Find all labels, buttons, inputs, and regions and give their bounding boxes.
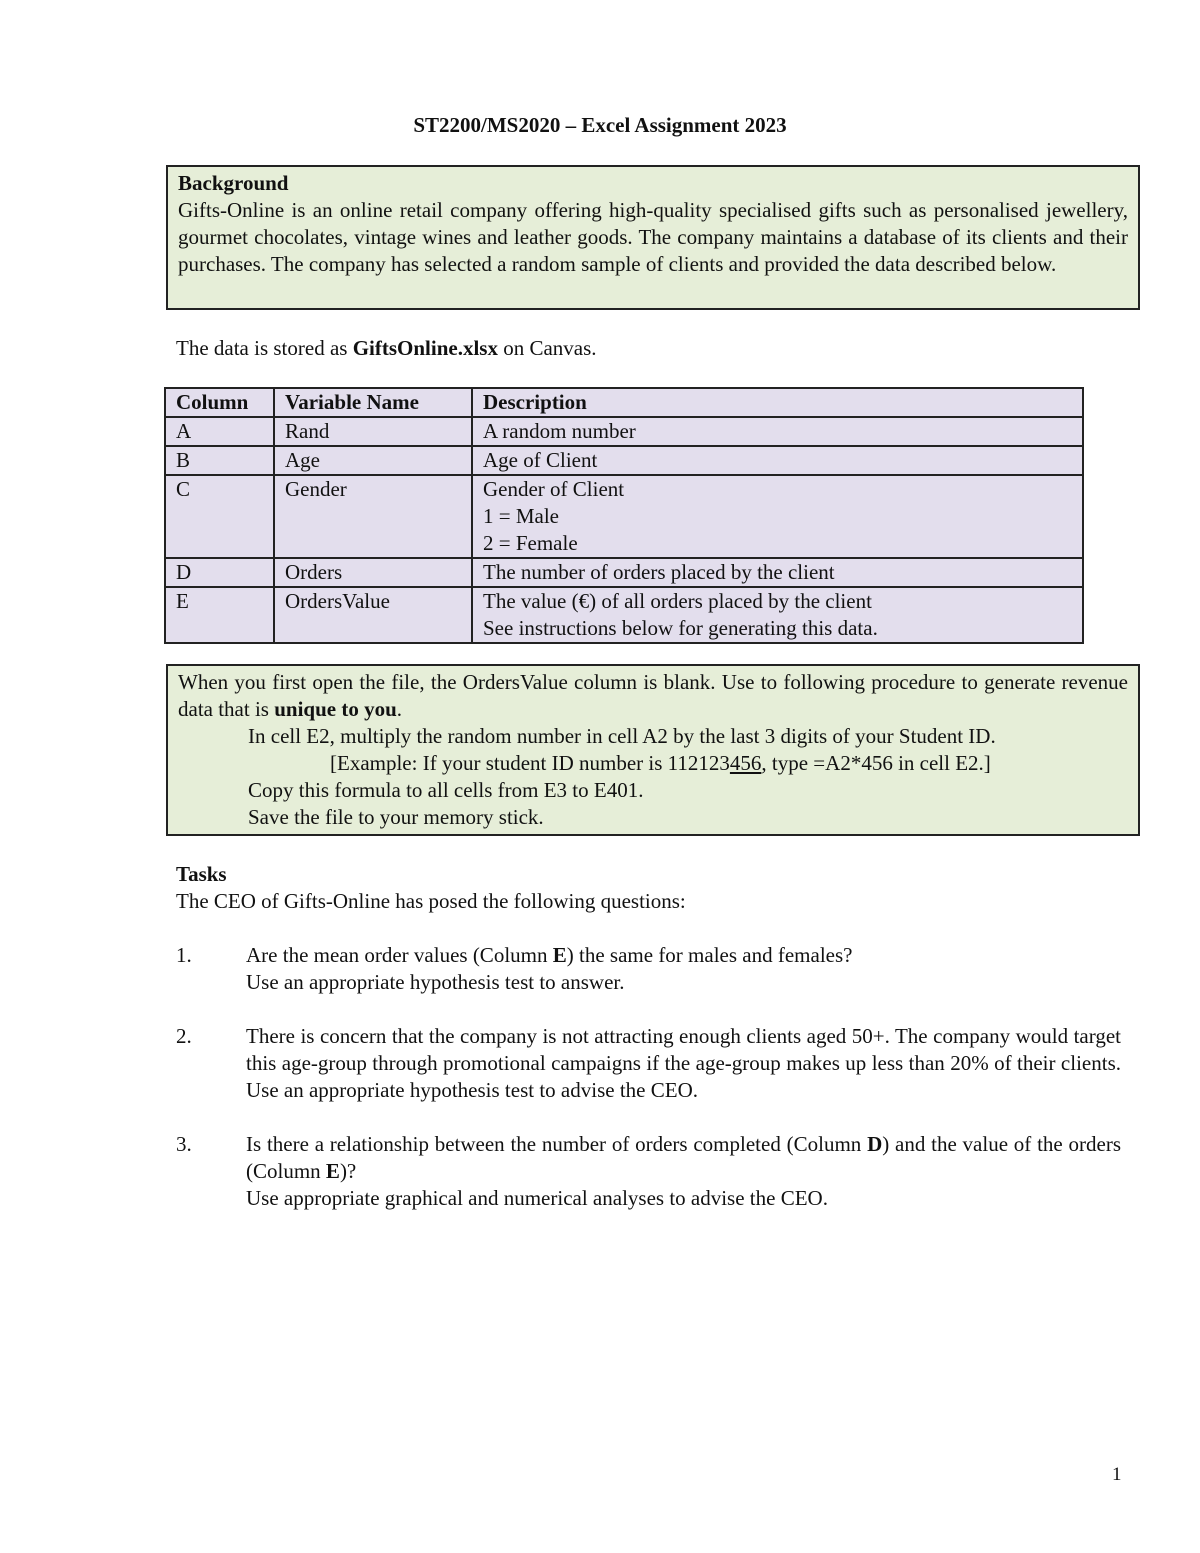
variables-table bbox=[164, 387, 1084, 644]
intro-text: When you first open the file, the OrdersValue column is blank. Use to following procedure to generate revenue data that is bbox=[178, 670, 1128, 721]
cell-name: Orders bbox=[274, 558, 472, 587]
cell-name: Age bbox=[274, 446, 472, 475]
table-header-row bbox=[165, 388, 1083, 417]
instruction-example bbox=[178, 750, 1128, 777]
instructions-box bbox=[166, 664, 1140, 836]
cell-column: C bbox=[165, 475, 274, 558]
cell-column: B bbox=[165, 446, 274, 475]
task-number: 2. bbox=[176, 1024, 192, 1048]
task-item bbox=[176, 1023, 1121, 1104]
task-body bbox=[246, 942, 1121, 996]
intro-end: . bbox=[396, 697, 403, 721]
storage-filename: GiftsOnline.xlsx bbox=[352, 336, 498, 360]
cell-column: E bbox=[165, 587, 274, 643]
instruction-step-3: Save the file to your memory stick. bbox=[248, 805, 544, 829]
instruction-step-1: In cell E2, multiply the random number in cell A2 by the last 3 digits of your Student ID. bbox=[248, 724, 996, 748]
task-text: Use appropriate graphical and numerical analyses to advise the CEO. bbox=[246, 1186, 828, 1210]
tasks-heading: Tasks bbox=[176, 862, 227, 886]
cell-name: Gender bbox=[274, 475, 472, 558]
table-row bbox=[165, 446, 1083, 475]
task-text: Is there a relationship between the number of orders completed (Column bbox=[246, 1132, 868, 1156]
cell-column: A bbox=[165, 417, 274, 446]
task-item bbox=[176, 942, 1121, 996]
description-line: 2 = Female bbox=[483, 531, 578, 555]
instruction-step-2: Copy this formula to all cells from E3 to E401. bbox=[248, 778, 644, 802]
storage-note bbox=[176, 335, 597, 362]
cell-description bbox=[472, 587, 1083, 643]
header-variable-name: Variable Name bbox=[274, 388, 472, 417]
task-column-ref: D bbox=[867, 1132, 883, 1156]
description-line: A random number bbox=[483, 419, 636, 443]
example-text: [Example: If your student ID number is 112123 bbox=[330, 751, 730, 775]
description-line: The number of orders placed by the client bbox=[483, 560, 835, 584]
task-text: )? bbox=[339, 1159, 357, 1183]
description-line: 1 = Male bbox=[483, 504, 559, 528]
page-number: 1 bbox=[1112, 1464, 1122, 1485]
task-body bbox=[246, 1131, 1121, 1212]
task-item bbox=[176, 1131, 1121, 1212]
cell-description bbox=[472, 446, 1083, 475]
background-box bbox=[166, 165, 1140, 310]
storage-before: The data is stored as bbox=[176, 336, 353, 360]
table-row bbox=[165, 475, 1083, 558]
header-column: Column bbox=[165, 388, 274, 417]
task-text: ) and the value of the orders (Column bbox=[246, 1132, 1121, 1183]
background-heading: Background bbox=[178, 171, 289, 195]
tasks-section bbox=[176, 861, 1121, 1212]
table-row bbox=[165, 417, 1083, 446]
example-digits: 456 bbox=[729, 751, 762, 775]
intro-emphasis: unique to you bbox=[274, 697, 397, 721]
description-line: Gender of Client bbox=[483, 477, 625, 501]
instructions-intro bbox=[178, 669, 1128, 723]
task-body: There is concern that the company is not attracting enough clients aged 50+. The company would target this age-group through promotional campaigns if the age-group makes up less than 20% of their clients. Use an appropriate hypothesis test to advise the CEO. bbox=[246, 1024, 1121, 1102]
task-column-ref: E bbox=[552, 943, 567, 967]
document-title: ST2200/MS2020 – Excel Assignment 2023 bbox=[413, 113, 787, 137]
task-text: Use an appropriate hypothesis test to answer. bbox=[246, 970, 625, 994]
task-column-ref: E bbox=[325, 1159, 340, 1183]
storage-after: on Canvas. bbox=[497, 336, 597, 360]
task-number: 3. bbox=[176, 1132, 192, 1156]
cell-description bbox=[472, 558, 1083, 587]
table-row bbox=[165, 558, 1083, 587]
task-text: Are the mean order values (Column bbox=[246, 943, 553, 967]
task-number: 1. bbox=[176, 943, 192, 967]
description-line: The value (€) of all orders placed by the client bbox=[483, 589, 872, 613]
description-line: See instructions below for generating this data. bbox=[483, 616, 878, 640]
task-text: ) the same for males and females? bbox=[566, 943, 853, 967]
cell-description bbox=[472, 475, 1083, 558]
cell-description bbox=[472, 417, 1083, 446]
header-description: Description bbox=[472, 388, 1083, 417]
background-text: Gifts-Online is an online retail company offering high-quality specialised gifts such as personalised jewellery, gourmet chocolates, vintage wines and leather goods. The company maintains a database of its clients and their purchases. The company has selected a random sample of clients and provided the data described below. bbox=[178, 198, 1128, 276]
cell-name: OrdersValue bbox=[274, 587, 472, 643]
example-end: , type =A2*456 in cell E2.] bbox=[761, 751, 991, 775]
tasks-intro: The CEO of Gifts-Online has posed the following questions: bbox=[176, 889, 686, 913]
cell-column: D bbox=[165, 558, 274, 587]
description-line: Age of Client bbox=[483, 448, 598, 472]
cell-name: Rand bbox=[274, 417, 472, 446]
table-row bbox=[165, 587, 1083, 643]
